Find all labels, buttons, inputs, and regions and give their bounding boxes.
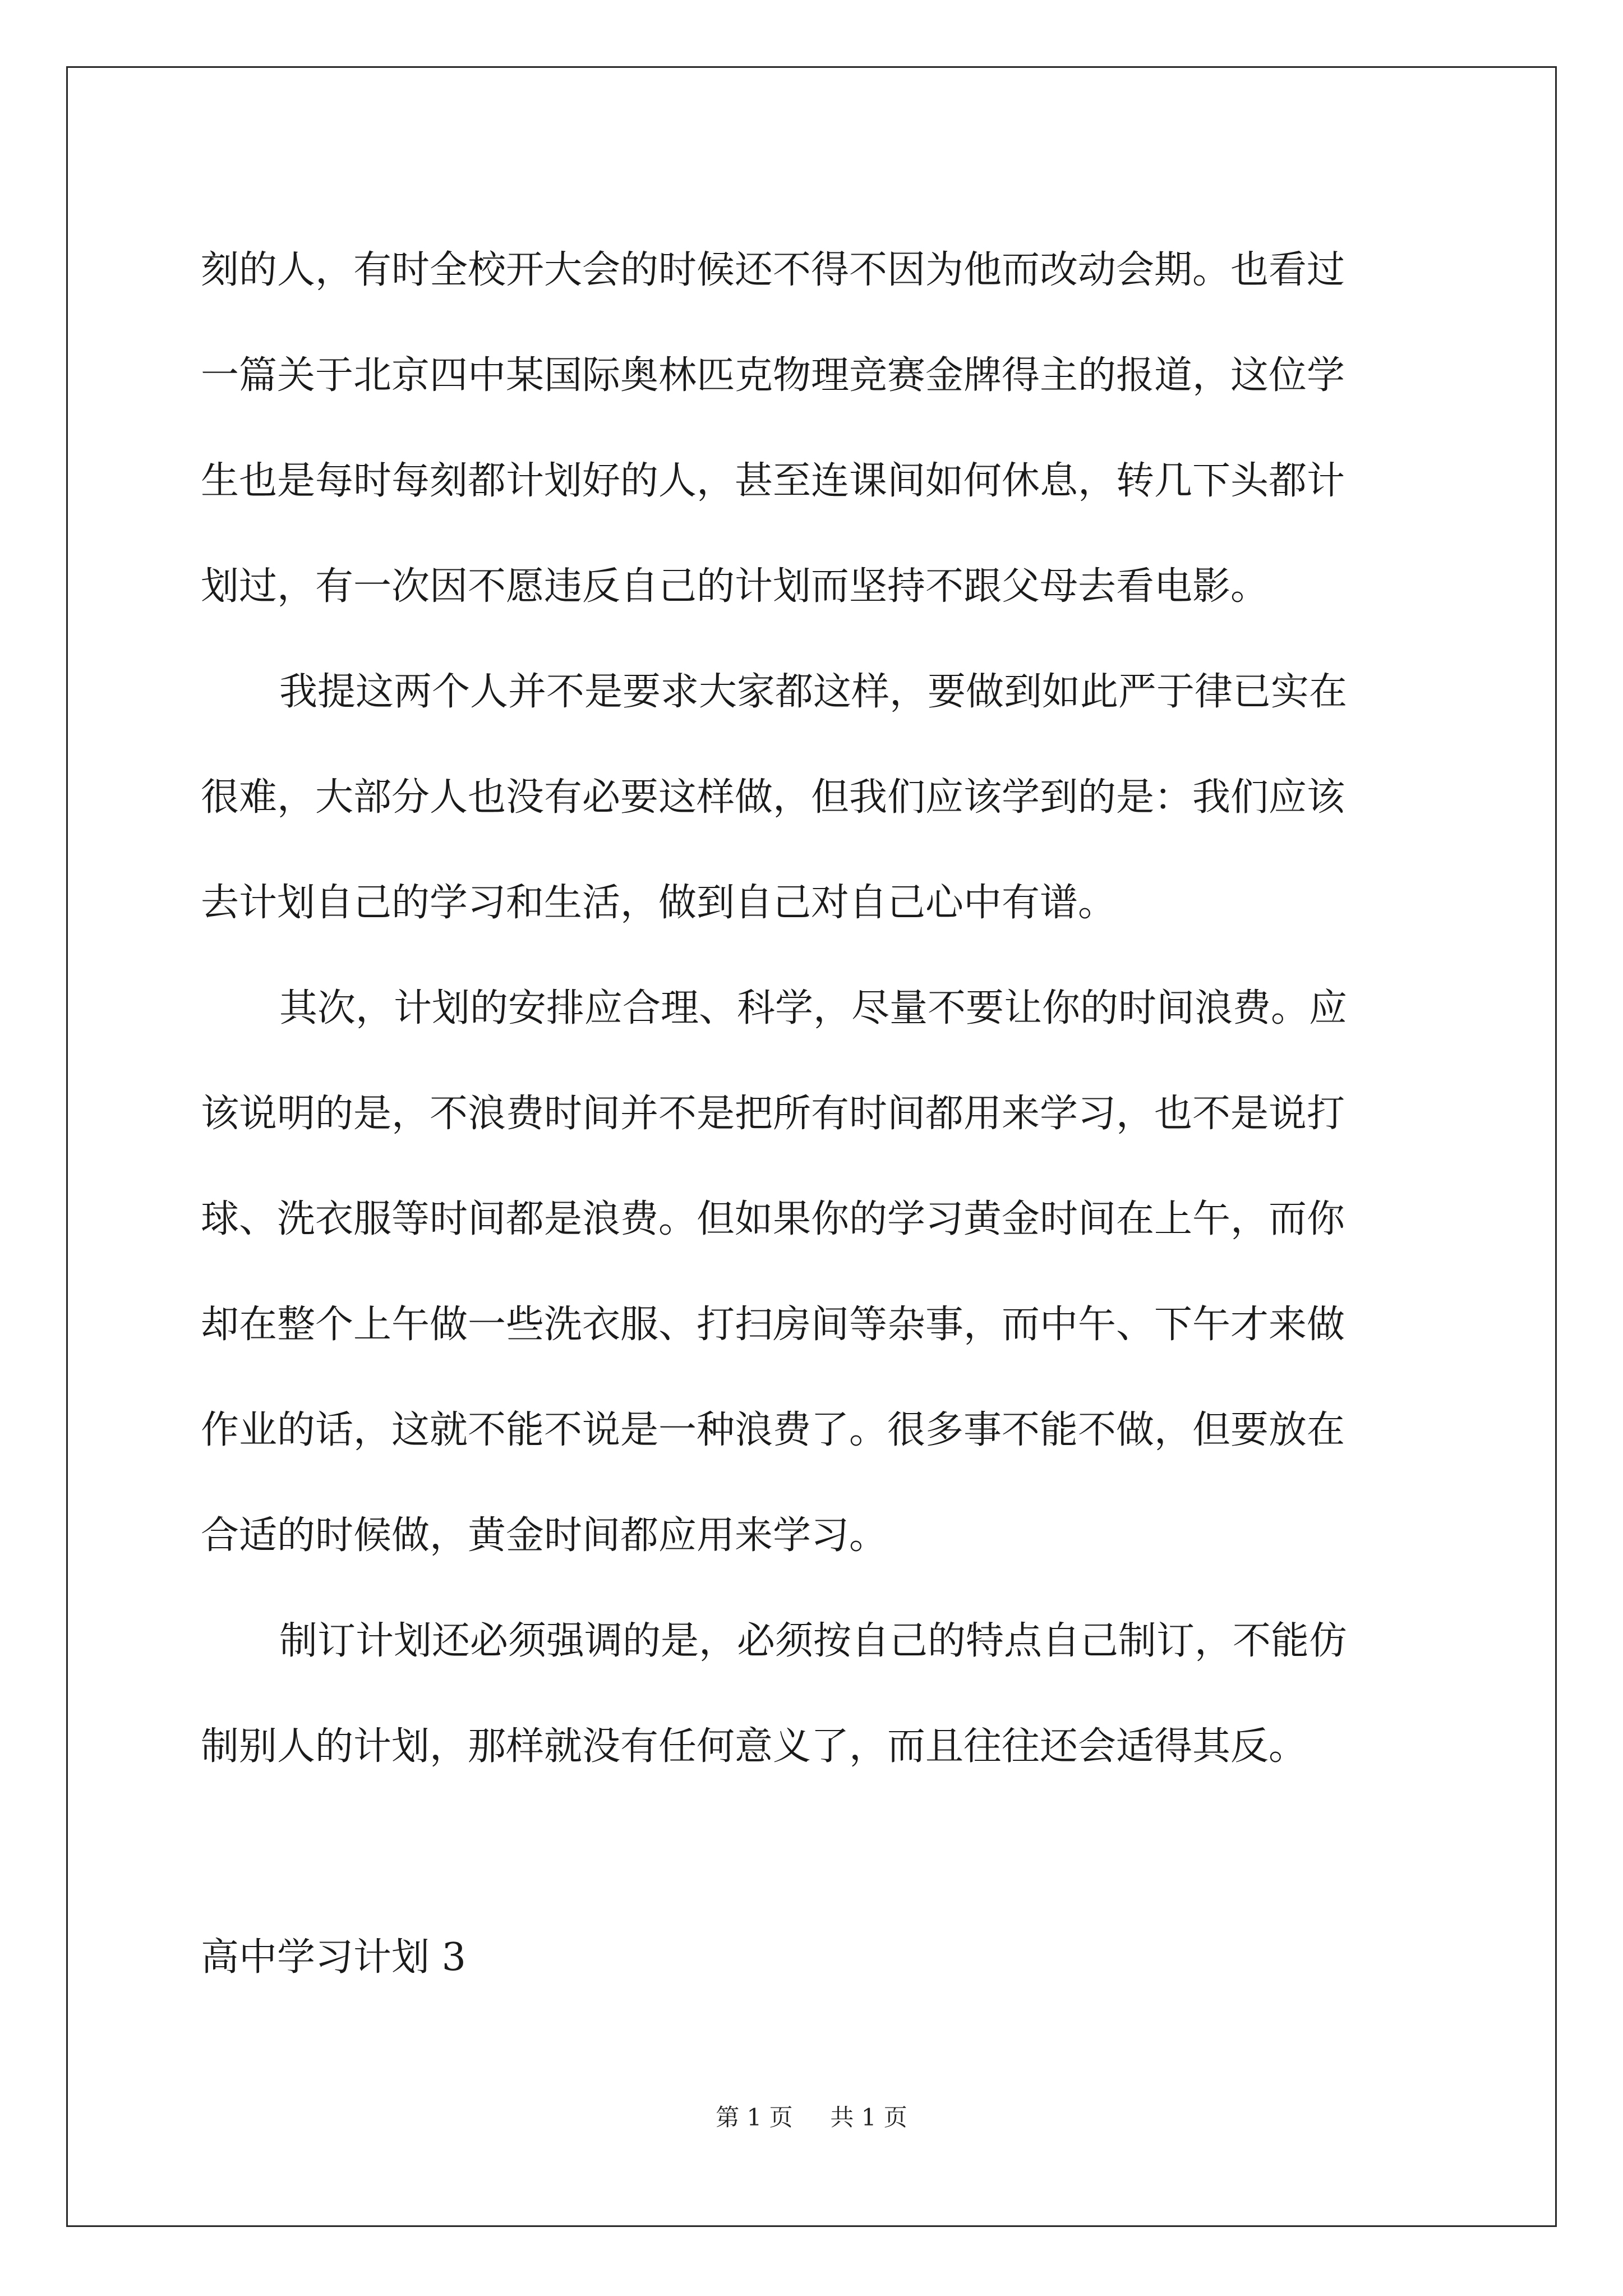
document-body	[201, 218, 1429, 1800]
paragraph	[201, 1589, 1429, 1800]
text-line: 刻的人，有时全校开大会的时候还不得不因为他而改动会期。也看过	[201, 248, 1345, 292]
text-line: 该说明的是，不浪费时间并不是把所有时间都用来学习，也不是说打	[201, 1092, 1345, 1136]
text-line: 我提这两个人并不是要求大家都这样，要做到如此严于律已实在	[279, 670, 1348, 714]
text-line: 制订计划还必须强调的是，必须按自己的特点自己制订，不能仿	[279, 1619, 1348, 1663]
text-line: 制别人的计划，那样就没有任何意义了，而且往往还会适得其反。	[201, 1724, 1307, 1769]
paragraph	[201, 956, 1429, 1589]
text-line: 去计划自己的学习和生活，做到自己对自己心中有谱。	[201, 881, 1117, 925]
page-number: 第 1 页	[716, 2104, 793, 2131]
text-line: 其次，计划的安排应合理、科学，尽量不要让你的时间浪费。应	[279, 986, 1348, 1030]
text-line: 却在整个上午做一些洗衣服、打扫房间等杂事，而中午、下午才来做	[201, 1303, 1345, 1347]
text-line: 很难，大部分人也没有必要这样做，但我们应该学到的是：我们应该	[201, 775, 1345, 820]
page-footer	[0, 2101, 1623, 2134]
text-line: 划过，有一次因不愿违反自己的计划而坚持不跟父母去看电影。	[201, 564, 1269, 609]
text-line: 一篇关于北京四中某国际奥林匹克物理竞赛金牌得主的报道，这位学	[201, 353, 1345, 398]
text-line: 球、洗衣服等时间都是浪费。但如果你的学习黄金时间在上午，而你	[201, 1197, 1345, 1241]
text-line: 合适的时候做，黄金时间都应用来学习。	[201, 1513, 888, 1558]
text-line: 作业的话，这就不能不说是一种浪费了。很多事不能不做，但要放在	[201, 1408, 1345, 1452]
page-total: 共 1 页	[830, 2104, 907, 2131]
paragraph	[201, 639, 1429, 956]
text-line: 生也是每时每刻都计划好的人，甚至连课间如何休息，转几下头都计	[201, 459, 1345, 503]
paragraph	[201, 218, 1429, 639]
section-heading: 高中学习计划 3	[201, 1935, 466, 1980]
